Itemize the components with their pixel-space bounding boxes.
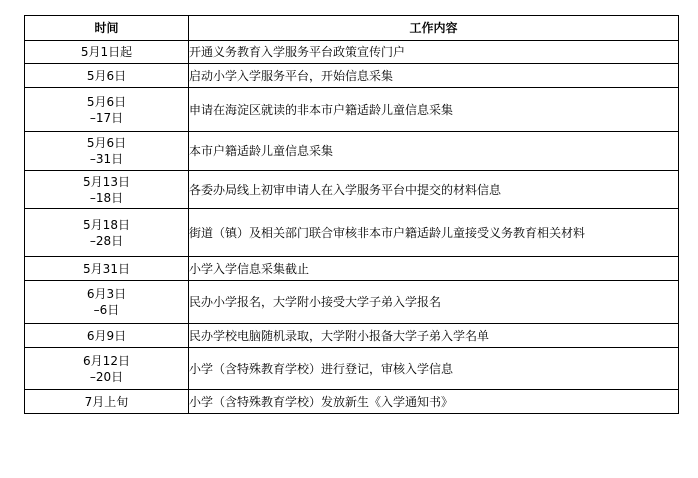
table-row bbox=[25, 324, 679, 348]
time-cell bbox=[25, 348, 189, 390]
time-cell bbox=[25, 41, 189, 64]
content-cell: 小学（含特殊教育学校）发放新生《入学通知书》 bbox=[189, 390, 679, 414]
content-cell: 街道（镇）及相关部门联合审核非本市户籍适龄儿童接受义务教育相关材料 bbox=[189, 209, 679, 257]
time-cell bbox=[25, 209, 189, 257]
time-line: –6日 bbox=[93, 303, 120, 317]
table-row bbox=[25, 41, 679, 64]
table-row bbox=[25, 257, 679, 281]
time-line: 5月18日 bbox=[83, 217, 130, 232]
content-cell: 小学（含特殊教育学校）进行登记，审核入学信息 bbox=[189, 348, 679, 390]
table-row bbox=[25, 132, 679, 171]
time-line: –31日 bbox=[89, 152, 124, 166]
time-cell bbox=[25, 88, 189, 132]
table-body bbox=[25, 41, 679, 414]
table-row bbox=[25, 88, 679, 132]
table-row bbox=[25, 64, 679, 88]
time-cell bbox=[25, 324, 189, 348]
time-cell bbox=[25, 132, 189, 171]
time-cell bbox=[25, 171, 189, 209]
content-cell: 启动小学入学服务平台，开始信息采集 bbox=[189, 64, 679, 88]
content-cell: 民办小学报名，大学附小接受大学子弟入学报名 bbox=[189, 281, 679, 324]
table-row bbox=[25, 209, 679, 257]
enrollment-schedule-table bbox=[24, 15, 679, 414]
time-cell bbox=[25, 281, 189, 324]
time-line: 5月6日 bbox=[86, 136, 127, 150]
table-row bbox=[25, 390, 679, 414]
content-cell: 各委办局线上初审申请人在入学服务平台中提交的材料信息 bbox=[189, 171, 679, 209]
table-row bbox=[25, 348, 679, 390]
time-line: 5月13日 bbox=[83, 174, 130, 189]
time-line: –17日 bbox=[89, 110, 124, 125]
time-line: 6月3日 bbox=[86, 287, 127, 301]
time-line: 6月9日 bbox=[86, 328, 127, 343]
time-line: 5月6日 bbox=[86, 68, 127, 83]
time-line: 7月上旬 bbox=[84, 394, 129, 409]
time-line: –20日 bbox=[89, 369, 124, 384]
header-content: 工作内容 bbox=[189, 16, 679, 41]
header-time: 时间 bbox=[25, 16, 189, 41]
table-row bbox=[25, 281, 679, 324]
content-cell: 民办学校电脑随机录取，大学附小报备大学子弟入学名单 bbox=[189, 324, 679, 348]
time-line: –28日 bbox=[89, 233, 124, 248]
content-cell: 开通义务教育入学服务平台政策宣传门户 bbox=[189, 41, 679, 64]
time-line: 6月12日 bbox=[83, 353, 130, 368]
content-cell: 本市户籍适龄儿童信息采集 bbox=[189, 132, 679, 171]
time-cell bbox=[25, 257, 189, 281]
time-cell bbox=[25, 390, 189, 414]
time-line: 5月31日 bbox=[83, 261, 130, 276]
content-cell: 小学入学信息采集截止 bbox=[189, 257, 679, 281]
time-line: –18日 bbox=[89, 190, 124, 205]
time-cell bbox=[25, 64, 189, 88]
time-line: 5月6日 bbox=[86, 94, 127, 109]
table-row bbox=[25, 171, 679, 209]
table-header-row bbox=[25, 16, 679, 41]
time-line: 5月1日起 bbox=[80, 45, 133, 59]
content-cell: 申请在海淀区就读的非本市户籍适龄儿童信息采集 bbox=[189, 88, 679, 132]
